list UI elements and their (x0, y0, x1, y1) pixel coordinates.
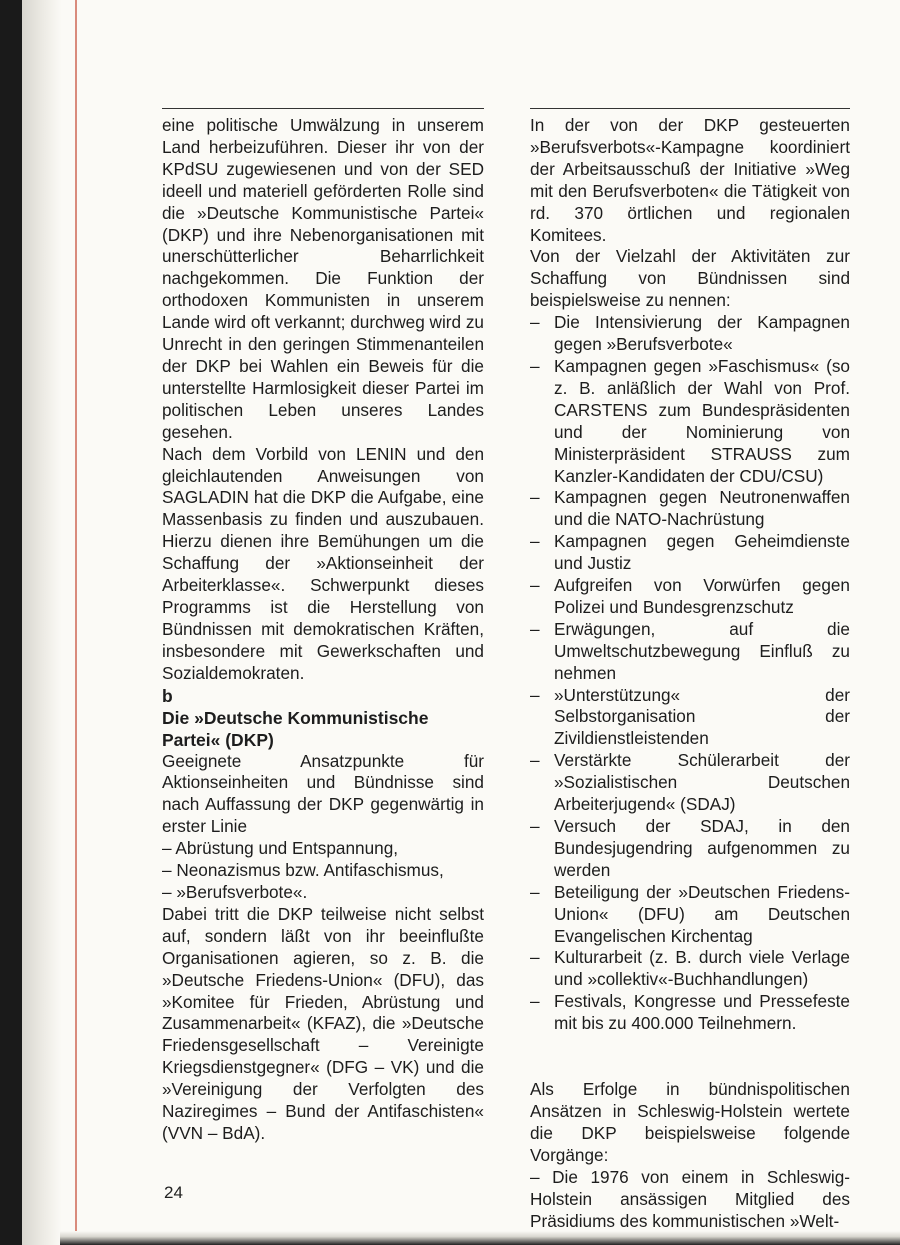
list-item: – Neonazismus bzw. Antifaschismus, (162, 860, 444, 881)
list-item: – Festivals, Kongresse und Pressefeste mit bis zu 400.000 Teilnehmern. (530, 991, 850, 1034)
paragraph: Als Erfolge in bündnispolitischen Ansätzen in Schleswig-Holstein wertete die DKP beispielsweise folgende Vorgänge: (530, 1079, 850, 1165)
list-item: – Abrüstung und Entspannung, (162, 838, 399, 859)
paragraph: eine politische Umwälzung in unserem Land herbeizuführen. Dieser ihr von der KPdSU zugewiesenen und von der SED ideell und materiell geförderten Rolle sind die »Deutsche Kommunistische Partei« (DKP) und ihre Nebenorganisationen mit unerschütterlicher Beharrlichkeit nachgekommen. Die Funktion der orthodoxen Kommunisten in unserem Lande wird oft verkannt; durchweg wird zu Unrecht in den geringen Stimmenanteilen der DKP bei Wahlen ein Beweis für die unterstellte Harmlosigkeit dieser Partei im politischen Leben unseres Landes gesehen. (162, 115, 484, 442)
list-item: – Kampagnen gegen Geheimdienste und Justiz (530, 531, 850, 574)
dash: – (530, 684, 540, 705)
page-bottom-edge (60, 1231, 900, 1245)
dash: – (530, 947, 540, 968)
list-item: – Erwägungen, auf die Umweltschutzbewegung Einfluß zu nehmen (530, 618, 850, 683)
paragraph: Von der Vielzahl der Aktivitäten zur Schaffung von Bündnissen sind beispielsweise zu nennen: (530, 246, 850, 311)
list-item: – Aufgreifen von Vorwürfen gegen Polizei und Bundesgrenzschutz (530, 575, 850, 617)
paragraph: – Die 1976 von einem in Schleswig-Holstein ansässigen Mitglied des Präsidiums des kommunistischen »Welt- (530, 1166, 850, 1231)
list-item: – Beteiligung der »Deutschen Friedens-Union« (DFU) am Deutschen Evangelischen Kirchentag (530, 881, 850, 946)
list-item: – Verstärkte Schülerarbeit der »Sozialistischen Deutschen Arbeiterjugend« (SDAJ) (530, 750, 850, 815)
paragraph: Nach dem Vorbild von LENIN und den gleichlautenden Anweisungen von SAGLADIN hat die DKP die Aufgabe, eine Massenbasis zu finden und auszubauen. Hierzu dienen ihre Bemühungen um die Schaffung der »Aktionseinheit der Arbeiterklasse«. Schwerpunkt dieses Programms ist die Herstellung von Bündnissen mit demokratischen Kräften, insbesondere mit Gewerkschaften und Sozialdemokraten. (162, 443, 484, 683)
list-item: – Kulturarbeit (z. B. durch viele Verlage und »collektiv«-Buchhandlungen) (530, 947, 850, 990)
left-column (162, 115, 484, 1145)
binding-gutter (22, 0, 62, 1245)
paragraph: Dabei tritt die DKP teilweise nicht selbst auf, sondern läßt von ihr beeinflußte Organisationen agieren, so z. B. die »Deutsche Friedens-Union« (DFU), das »Komitee für Frieden, Abrüstung und Zusammenarbeit« (KFAZ), die »Deutsche Friedensgesellschaft – Vereinigte Kriegsdienstgegner« (DFG – VK) und die »Vereinigung der Verfolgten des Naziregimes – Bund der Antifaschisten« (VVN – BdA). (162, 903, 484, 1143)
dash: – (530, 618, 540, 639)
binding-shadow (0, 0, 22, 1245)
activity-list (530, 312, 850, 1035)
dash: – (530, 991, 540, 1012)
section-title: Die »Deutsche Kommunistische Partei« (DKP) (162, 707, 429, 750)
page-number: 24 (164, 1183, 183, 1202)
topic-list (162, 838, 484, 904)
dash: – (530, 531, 540, 552)
right-column (530, 115, 850, 1232)
dash: – (530, 881, 540, 902)
dash: – (530, 750, 540, 771)
dash: – (530, 575, 540, 596)
dash: – (530, 816, 540, 836)
list-item: – »Berufsverbote«. (162, 882, 308, 902)
list-item: – Kampagnen gegen »Faschismus« (so z. B. anläßlich der Wahl von Prof. CARSTENS zum Bundespräsidenten und der Nominierung von Ministerpräsident STRAUSS zum Kanzler-Kandidaten der CDU/CSU) (530, 355, 850, 486)
section-letter: b (162, 685, 173, 706)
margin-line (75, 0, 77, 1245)
dash: – (530, 487, 540, 508)
list-item: – Versuch der SDAJ, in den Bundesjugendring aufgenommen zu werden (530, 816, 850, 880)
list-item: – Die Intensivierung der Kampagnen gegen »Berufsverbote« (530, 312, 850, 355)
spacer (530, 1035, 850, 1057)
dash: – (530, 312, 540, 333)
header-rule-left (162, 108, 484, 109)
dash: – (530, 355, 540, 376)
paragraph: Geeignete Ansatzpunkte für Aktionseinheiten und Bündnisse sind nach Auffassung der DKP gegenwärtig in erster Linie (162, 750, 484, 837)
list-item: – »Unterstützung« der Selbstorganisation der Zivildienstleistenden (530, 684, 850, 749)
spacer (530, 1057, 850, 1079)
header-rule-right (530, 108, 850, 109)
paragraph: In der von der DKP gesteuerten »Berufsverbots«-Kampagne koordiniert der Arbeitsausschuß der Initiative »Weg mit den Berufsverboten« die Tätigkeit von rd. 370 örtlichen und regionalen Komitees. (530, 115, 850, 245)
list-item: – Kampagnen gegen Neutronenwaffen und die NATO-Nachrüstung (530, 487, 850, 530)
